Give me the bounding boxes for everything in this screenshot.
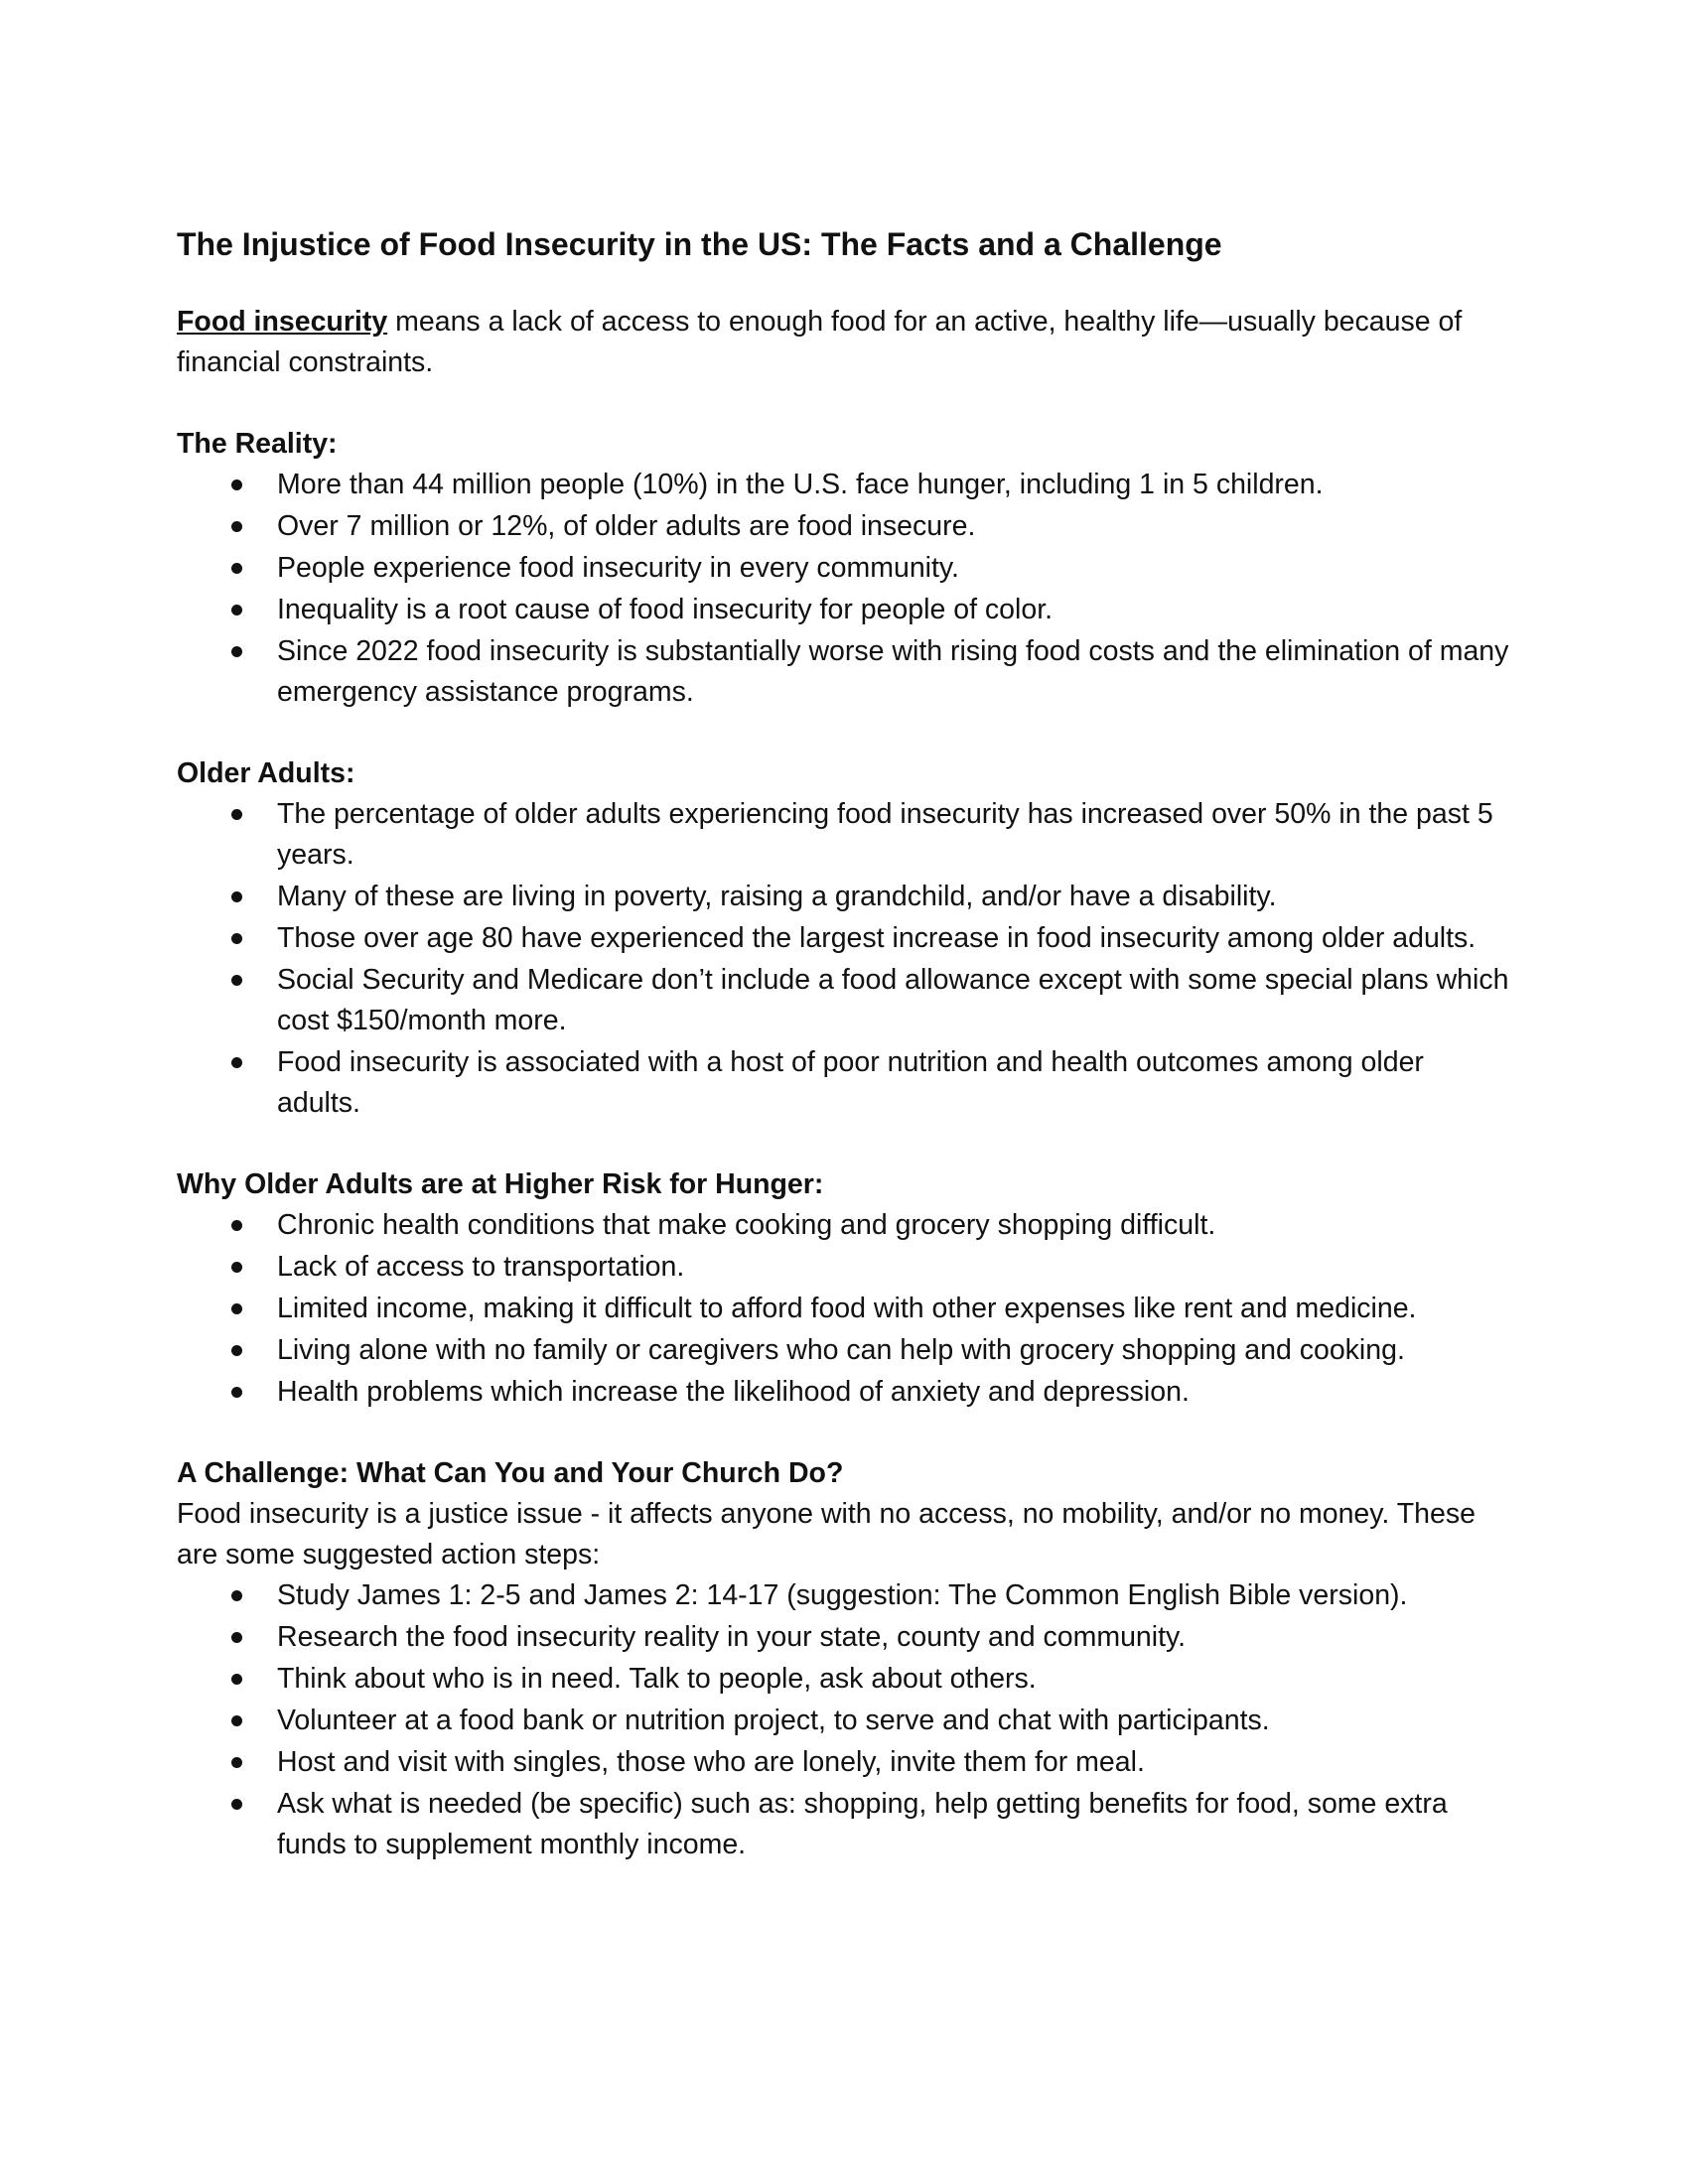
- section-the-reality: [177, 424, 1512, 713]
- bullet-list: [177, 794, 1512, 1124]
- list-item: [177, 1742, 1512, 1783]
- intro-paragraph: [177, 302, 1512, 383]
- bullet-icon: [231, 1632, 242, 1643]
- bullet-icon: [231, 605, 242, 615]
- list-item-text: Study James 1: 2-5 and James 2: 14-17 (suggestion: The Common English Bible version).: [277, 1579, 1408, 1611]
- list-item: [177, 590, 1512, 630]
- section-challenge: [177, 1453, 1512, 1865]
- bullet-icon: [231, 1590, 242, 1601]
- list-item-text: Living alone with no family or caregivers who can help with grocery shopping and cooking.: [277, 1334, 1405, 1366]
- intro-text: means a lack of access to enough food for an active, healthy life—usually because of financial constraints.: [177, 306, 1463, 378]
- list-item: [177, 1289, 1512, 1329]
- list-item-text: People experience food insecurity in every community.: [277, 552, 959, 584]
- section-heading: A Challenge: What Can You and Your Church Do?: [177, 1457, 844, 1489]
- bullet-icon: [231, 1757, 242, 1768]
- list-item-text: Think about who is in need. Talk to people, ask about others.: [277, 1663, 1037, 1695]
- bullet-icon: [231, 1674, 242, 1685]
- bullet-icon: [231, 521, 242, 532]
- bullet-icon: [231, 809, 242, 820]
- bullet-icon: [231, 891, 242, 902]
- bullet-icon: [231, 1387, 242, 1398]
- list-item-text: Over 7 million or 12%, of older adults are food insecure.: [277, 510, 976, 542]
- list-item-text: Those over age 80 have experienced the largest increase in food insecurity among older adults.: [277, 922, 1477, 954]
- list-item: [177, 1042, 1512, 1124]
- list-item: [177, 794, 1512, 876]
- list-item: [177, 1205, 1512, 1246]
- list-item-text: Ask what is needed (be specific) such as: shopping, help getting benefits for food, some extra funds to supplement monthly income.: [277, 1788, 1448, 1860]
- document-content: [177, 220, 1512, 1866]
- intro-term: Food insecurity: [177, 306, 388, 338]
- bullet-icon: [231, 975, 242, 986]
- section-heading: Why Older Adults are at Higher Risk for Hunger:: [177, 1168, 824, 1200]
- bullet-icon: [231, 1799, 242, 1810]
- bullet-list: [177, 465, 1512, 713]
- list-item-text: Inequality is a root cause of food insecurity for people of color.: [277, 594, 1054, 625]
- list-item: [177, 960, 1512, 1041]
- list-item: [177, 1659, 1512, 1700]
- section-heading: The Reality:: [177, 428, 338, 460]
- bullet-icon: [231, 646, 242, 657]
- bullet-icon: [231, 933, 242, 944]
- list-item: [177, 1330, 1512, 1371]
- list-item: [177, 631, 1512, 713]
- list-item-text: Host and visit with singles, those who are lonely, invite them for meal.: [277, 1746, 1145, 1778]
- list-item: [177, 1372, 1512, 1413]
- bullet-icon: [231, 479, 242, 490]
- bullet-icon: [231, 1220, 242, 1231]
- list-item-text: Research the food insecurity reality in your state, county and community.: [277, 1621, 1187, 1653]
- list-item-text: Food insecurity is associated with a host of poor nutrition and health outcomes among older adults.: [277, 1046, 1424, 1119]
- list-item: [177, 1701, 1512, 1741]
- bullet-icon: [231, 563, 242, 574]
- list-item: [177, 548, 1512, 589]
- list-item-text: The percentage of older adults experiencing food insecurity has increased over 50% in the past 5 years.: [277, 798, 1493, 871]
- list-item-text: Social Security and Medicare don’t include a food allowance except with some special plans which cost $150/month more.: [277, 964, 1509, 1036]
- section-older-adults: [177, 753, 1512, 1124]
- bullet-icon: [231, 1262, 242, 1273]
- list-item: [177, 1247, 1512, 1288]
- list-item-text: Health problems which increase the likelihood of anxiety and depression.: [277, 1376, 1190, 1408]
- list-item-text: Lack of access to transportation.: [277, 1251, 685, 1283]
- list-item: [177, 465, 1512, 505]
- bullet-list: [177, 1205, 1512, 1413]
- bullet-list: [177, 1575, 1512, 1865]
- section-heading: Older Adults:: [177, 757, 355, 789]
- section-higher-risk: [177, 1164, 1512, 1413]
- list-item-text: Chronic health conditions that make cooking and grocery shopping difficult.: [277, 1209, 1216, 1241]
- list-item: [177, 1784, 1512, 1865]
- challenge-paragraph: Food insecurity is a justice issue - it affects anyone with no access, no mobility, and/or no money. These are some suggested action steps:: [177, 1498, 1476, 1570]
- list-item-text: Many of these are living in poverty, raising a grandchild, and/or have a disability.: [277, 881, 1277, 912]
- list-item-text: More than 44 million people (10%) in the U.S. face hunger, including 1 in 5 children.: [277, 469, 1324, 500]
- list-item-text: Since 2022 food insecurity is substantially worse with rising food costs and the elimination of many emergency assistance programs.: [277, 635, 1509, 708]
- list-item: [177, 1575, 1512, 1616]
- list-item: [177, 1617, 1512, 1658]
- bullet-icon: [231, 1057, 242, 1068]
- list-item: [177, 506, 1512, 547]
- list-item-text: Volunteer at a food bank or nutrition project, to serve and chat with participants.: [277, 1705, 1270, 1736]
- list-item-text: Limited income, making it difficult to afford food with other expenses like rent and medicine.: [277, 1293, 1417, 1324]
- list-item: [177, 877, 1512, 917]
- list-item: [177, 918, 1512, 959]
- bullet-icon: [231, 1303, 242, 1314]
- document-title: The Injustice of Food Insecurity in the US: The Facts and a Challenge: [177, 226, 1222, 262]
- bullet-icon: [231, 1715, 242, 1726]
- bullet-icon: [231, 1345, 242, 1356]
